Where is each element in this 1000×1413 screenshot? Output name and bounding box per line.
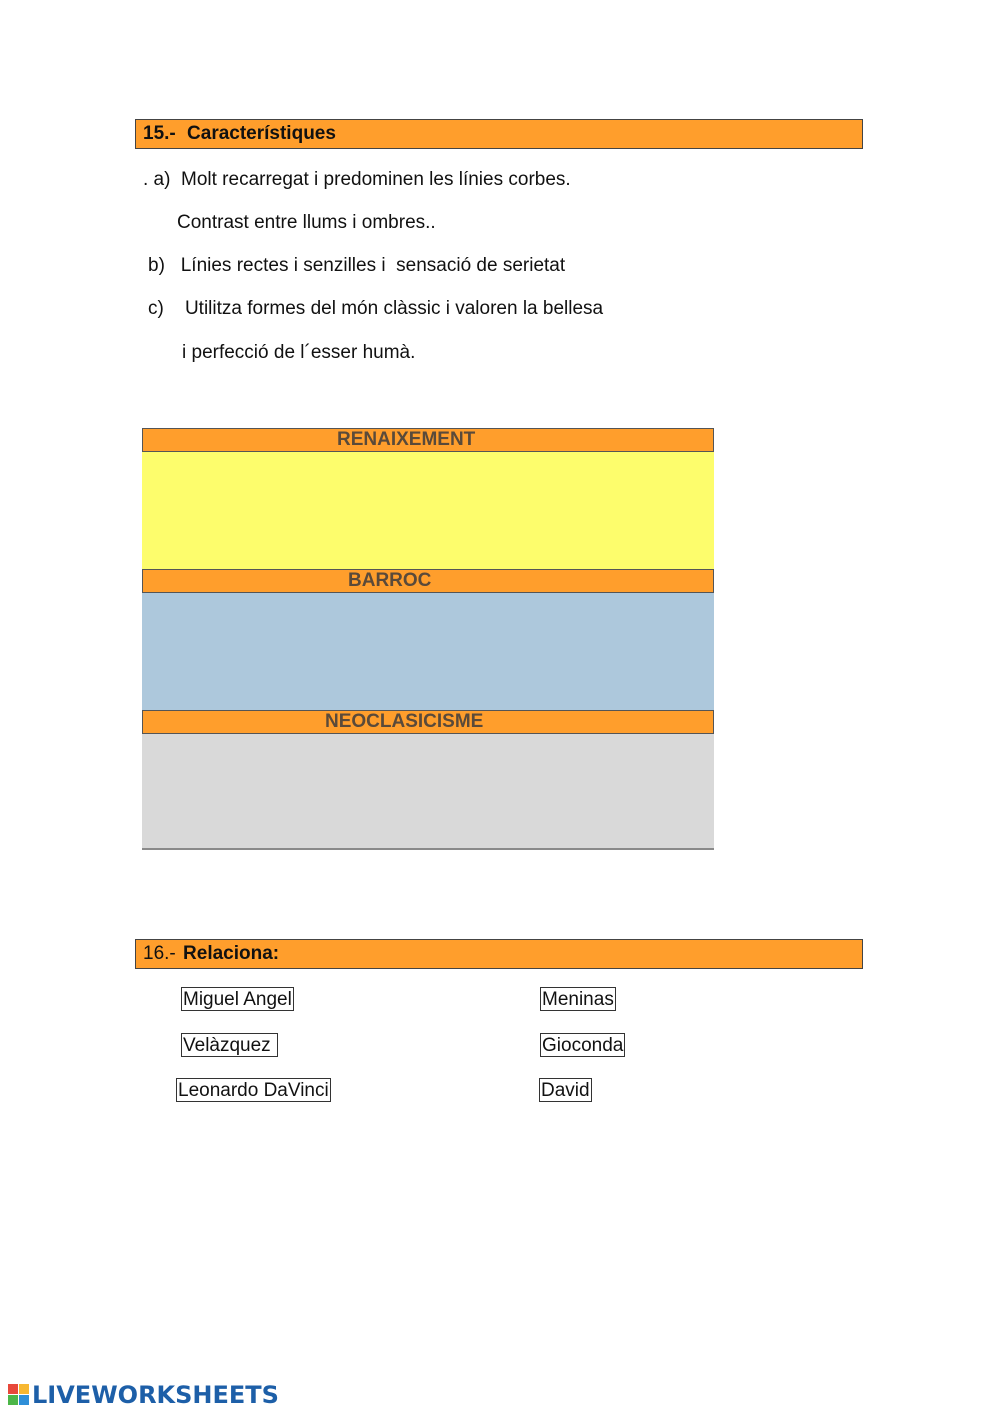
- match-left-leonardo[interactable]: Leonardo DaVinci: [178, 1080, 329, 1101]
- category-header-neoclasicisme: [142, 710, 714, 734]
- category-label-neoclasicisme: NEOCLASICISME: [325, 711, 484, 732]
- category-label-barroc: BARROC: [348, 570, 432, 591]
- liveworksheets-logo-icon: [8, 1384, 30, 1406]
- drop-zone-barroc[interactable]: [142, 593, 714, 710]
- match-right-david[interactable]: David: [541, 1080, 590, 1101]
- q15-line-a: . a) Molt recarregat i predominen les línies corbes.: [143, 169, 571, 190]
- q16-number: 16.-: [143, 943, 176, 964]
- match-left-miguel-angel[interactable]: Miguel Angel: [183, 989, 292, 1010]
- match-left-velazquez[interactable]: Velàzquez: [183, 1035, 276, 1056]
- match-right-meninas[interactable]: Meninas: [542, 989, 614, 1010]
- category-label-renaixement: RENAIXEMENT: [337, 429, 476, 450]
- q15-line-c-cont: i perfecció de l´esser humà.: [182, 342, 416, 363]
- drop-zone-neoclasicisme[interactable]: [142, 734, 714, 850]
- liveworksheets-logo[interactable]: [8, 1381, 279, 1409]
- drop-zone-renaixement[interactable]: [142, 452, 714, 569]
- category-header-barroc: [142, 569, 714, 593]
- liveworksheets-logo-text: LIVEWORKSHEETS: [32, 1381, 279, 1409]
- q16-header: [135, 939, 863, 969]
- q15-line-a-cont: Contrast entre llums i ombres..: [177, 212, 436, 233]
- match-right-gioconda[interactable]: Gioconda: [542, 1035, 624, 1056]
- q15-line-c: c) Utilitza formes del món clàssic i valoren la bellesa: [148, 298, 604, 319]
- q15-title: Característiques: [187, 123, 336, 144]
- q15-line-b: b) Línies rectes i senzilles i sensació de serietat: [148, 255, 566, 276]
- q15-number: 15.-: [143, 123, 176, 144]
- q15-header: [135, 119, 863, 149]
- q16-title: Relaciona:: [183, 943, 280, 964]
- category-header-renaixement: [142, 428, 714, 452]
